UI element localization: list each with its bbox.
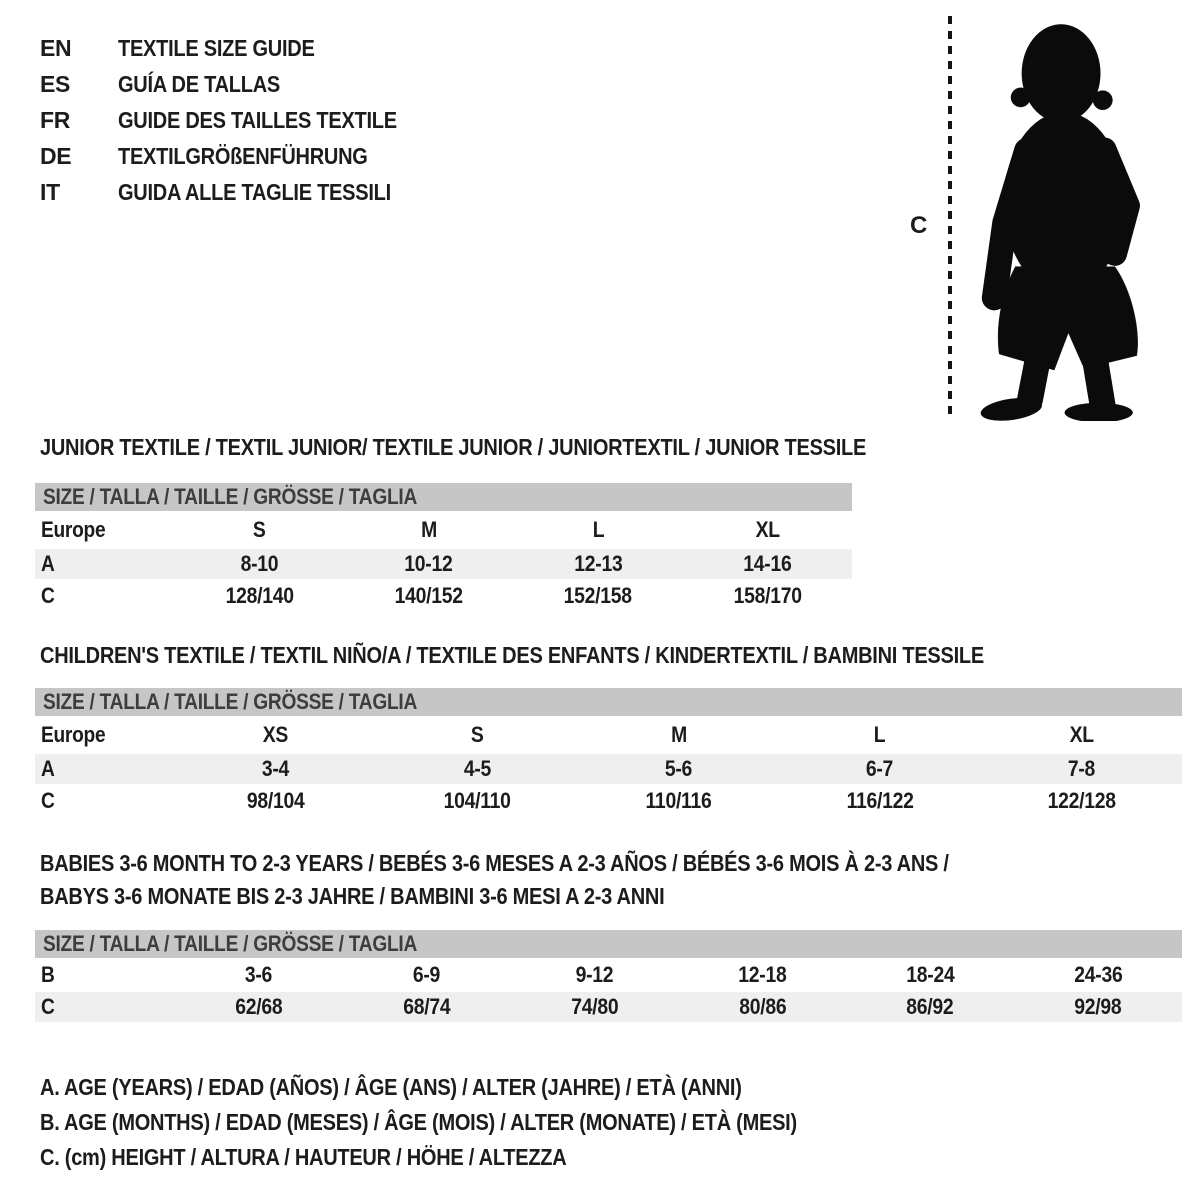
junior-section-title: [40, 434, 990, 461]
children-section-title-text: CHILDREN'S TEXTILE / TEXTIL NIÑO/A / TEXTILE DES ENFANTS / KINDERTEXTIL / BAMBINI TESSILE: [40, 642, 984, 668]
children-size-table: [35, 688, 1182, 817]
row-label: B: [41, 962, 55, 987]
language-title: TEXTILE SIZE GUIDE: [118, 34, 315, 61]
legend-line-b-text: B. AGE (MONTHS) / EDAD (MESES) / ÂGE (MOIS) / ALTER (MONATE) / ETÀ (MESI): [40, 1109, 797, 1135]
height-cell: 158/170: [733, 582, 802, 608]
legend-line-b: [40, 1105, 910, 1140]
height-cell: 152/158: [564, 582, 633, 608]
height-cell: 116/122: [846, 787, 914, 813]
table-row-age: [35, 754, 1182, 784]
age-cell: 5-6: [664, 756, 693, 781]
junior-section-title-text: JUNIOR TEXTILE / TEXTIL JUNIOR/ TEXTILE JUNIOR / JUNIORTEXTIL / JUNIOR TESSILE: [40, 434, 867, 460]
age-months-cell: 3-6: [245, 962, 273, 987]
size-header-label: SIZE / TALLA / TAILLE / GRÖSSE / TAGLIA: [43, 931, 418, 956]
height-cell: 92/98: [1074, 994, 1122, 1019]
babies-section-title: [40, 847, 1085, 913]
table-row-height: [35, 992, 1182, 1022]
age-months-cell: 12-18: [738, 962, 787, 987]
height-cell: 122/128: [1047, 787, 1116, 813]
language-title: TEXTILGRÖßENFÜHRUNG: [118, 142, 368, 169]
language-row-de: [40, 138, 439, 174]
age-months-cell: 9-12: [575, 962, 614, 987]
size-header-label: SIZE / TALLA / TAILLE / GRÖSSE / TAGLIA: [43, 689, 418, 714]
table-row-europe: [35, 511, 852, 549]
children-table-header: [35, 688, 1182, 716]
size-cell: XL: [755, 517, 780, 542]
row-label: C: [41, 787, 55, 813]
language-code: ES: [40, 70, 71, 97]
babies-table-header: [35, 930, 1182, 958]
size-cell: S: [253, 517, 266, 542]
legend-line-a: [40, 1070, 910, 1105]
table-row-age: [35, 549, 852, 579]
height-cell: 80/86: [738, 994, 786, 1019]
row-label: Europe: [41, 517, 106, 542]
age-cell: 7-8: [1067, 756, 1095, 781]
legend-line-c-text: C. (cm) HEIGHT / ALTURA / HAUTEUR / HÖHE / ALTEZZA: [40, 1144, 567, 1170]
height-cell: 104/110: [443, 787, 511, 813]
language-code: IT: [40, 178, 60, 205]
legend-line-c: [40, 1140, 910, 1175]
language-title: GUIDE DES TAILLES TEXTILE: [118, 106, 397, 133]
junior-table-header: [35, 483, 852, 511]
row-label: C: [41, 582, 55, 608]
age-cell: 14-16: [743, 551, 792, 576]
row-label: A: [41, 551, 55, 576]
age-cell: 6-7: [866, 756, 894, 781]
height-measure-label: C: [910, 212, 928, 239]
age-months-cell: 6-9: [413, 962, 441, 987]
table-row-height: [35, 579, 852, 612]
size-cell: XL: [1069, 722, 1094, 747]
age-cell: 8-10: [240, 551, 279, 576]
age-cell: 10-12: [404, 551, 453, 576]
language-row-es: [40, 66, 439, 102]
height-cell: 98/104: [246, 787, 305, 813]
junior-size-table: [35, 483, 852, 612]
children-section-title: [40, 642, 1125, 669]
language-row-en: [40, 30, 439, 66]
toddler-silhouette-icon: [962, 14, 1144, 421]
size-cell: L: [592, 517, 604, 542]
height-cell: 110/116: [645, 787, 712, 813]
size-cell: S: [470, 722, 484, 747]
height-measure-line: [948, 16, 952, 416]
babies-size-table: [35, 930, 1182, 1022]
age-months-cell: 18-24: [906, 962, 955, 987]
age-months-cell: 24-36: [1073, 962, 1123, 987]
language-code: FR: [40, 106, 71, 133]
row-label: A: [41, 756, 55, 781]
height-cell: 128/140: [225, 582, 294, 608]
height-cell: 68/74: [403, 994, 451, 1019]
size-cell: M: [420, 517, 437, 542]
height-cell: 62/68: [235, 994, 283, 1019]
height-cell: 74/80: [570, 994, 619, 1019]
size-header-label: SIZE / TALLA / TAILLE / GRÖSSE / TAGLIA: [43, 484, 418, 509]
babies-section-title-line1: BABIES 3-6 MONTH TO 2-3 YEARS / BEBÉS 3-6 MESES A 2-3 AÑOS / BÉBÉS 3-6 MOIS À 2-3 ANS /: [40, 850, 949, 876]
legend-line-a-text: A. AGE (YEARS) / EDAD (AÑOS) / ÂGE (ANS) / ALTER (JAHRE) / ETÀ (ANNI): [40, 1074, 742, 1100]
table-row-height: [35, 784, 1182, 817]
height-cell: 86/92: [906, 994, 954, 1019]
height-cell: 140/152: [394, 582, 463, 608]
language-title: GUÍA DE TALLAS: [118, 70, 280, 97]
age-cell: 3-4: [262, 756, 290, 781]
row-label: C: [41, 994, 55, 1019]
language-title: GUIDA ALLE TAGLIE TESSILI: [118, 178, 391, 205]
language-row-fr: [40, 102, 439, 138]
row-label: Europe: [41, 722, 106, 747]
size-cell: M: [670, 722, 687, 747]
language-row-it: [40, 174, 439, 210]
language-code: EN: [40, 34, 72, 61]
table-row-age-months: [35, 958, 1182, 992]
measure-legend: [40, 1070, 910, 1175]
age-cell: 12-13: [574, 551, 623, 576]
table-row-europe: [35, 716, 1182, 754]
language-code: DE: [40, 142, 72, 169]
size-cell: XS: [263, 722, 289, 747]
babies-section-title-line2: BABYS 3-6 MONATE BIS 2-3 JAHRE / BAMBINI 3-6 MESI A 2-3 ANNI: [40, 883, 665, 909]
age-cell: 4-5: [463, 756, 491, 781]
size-cell: L: [874, 722, 886, 747]
language-title-list: [40, 30, 439, 210]
